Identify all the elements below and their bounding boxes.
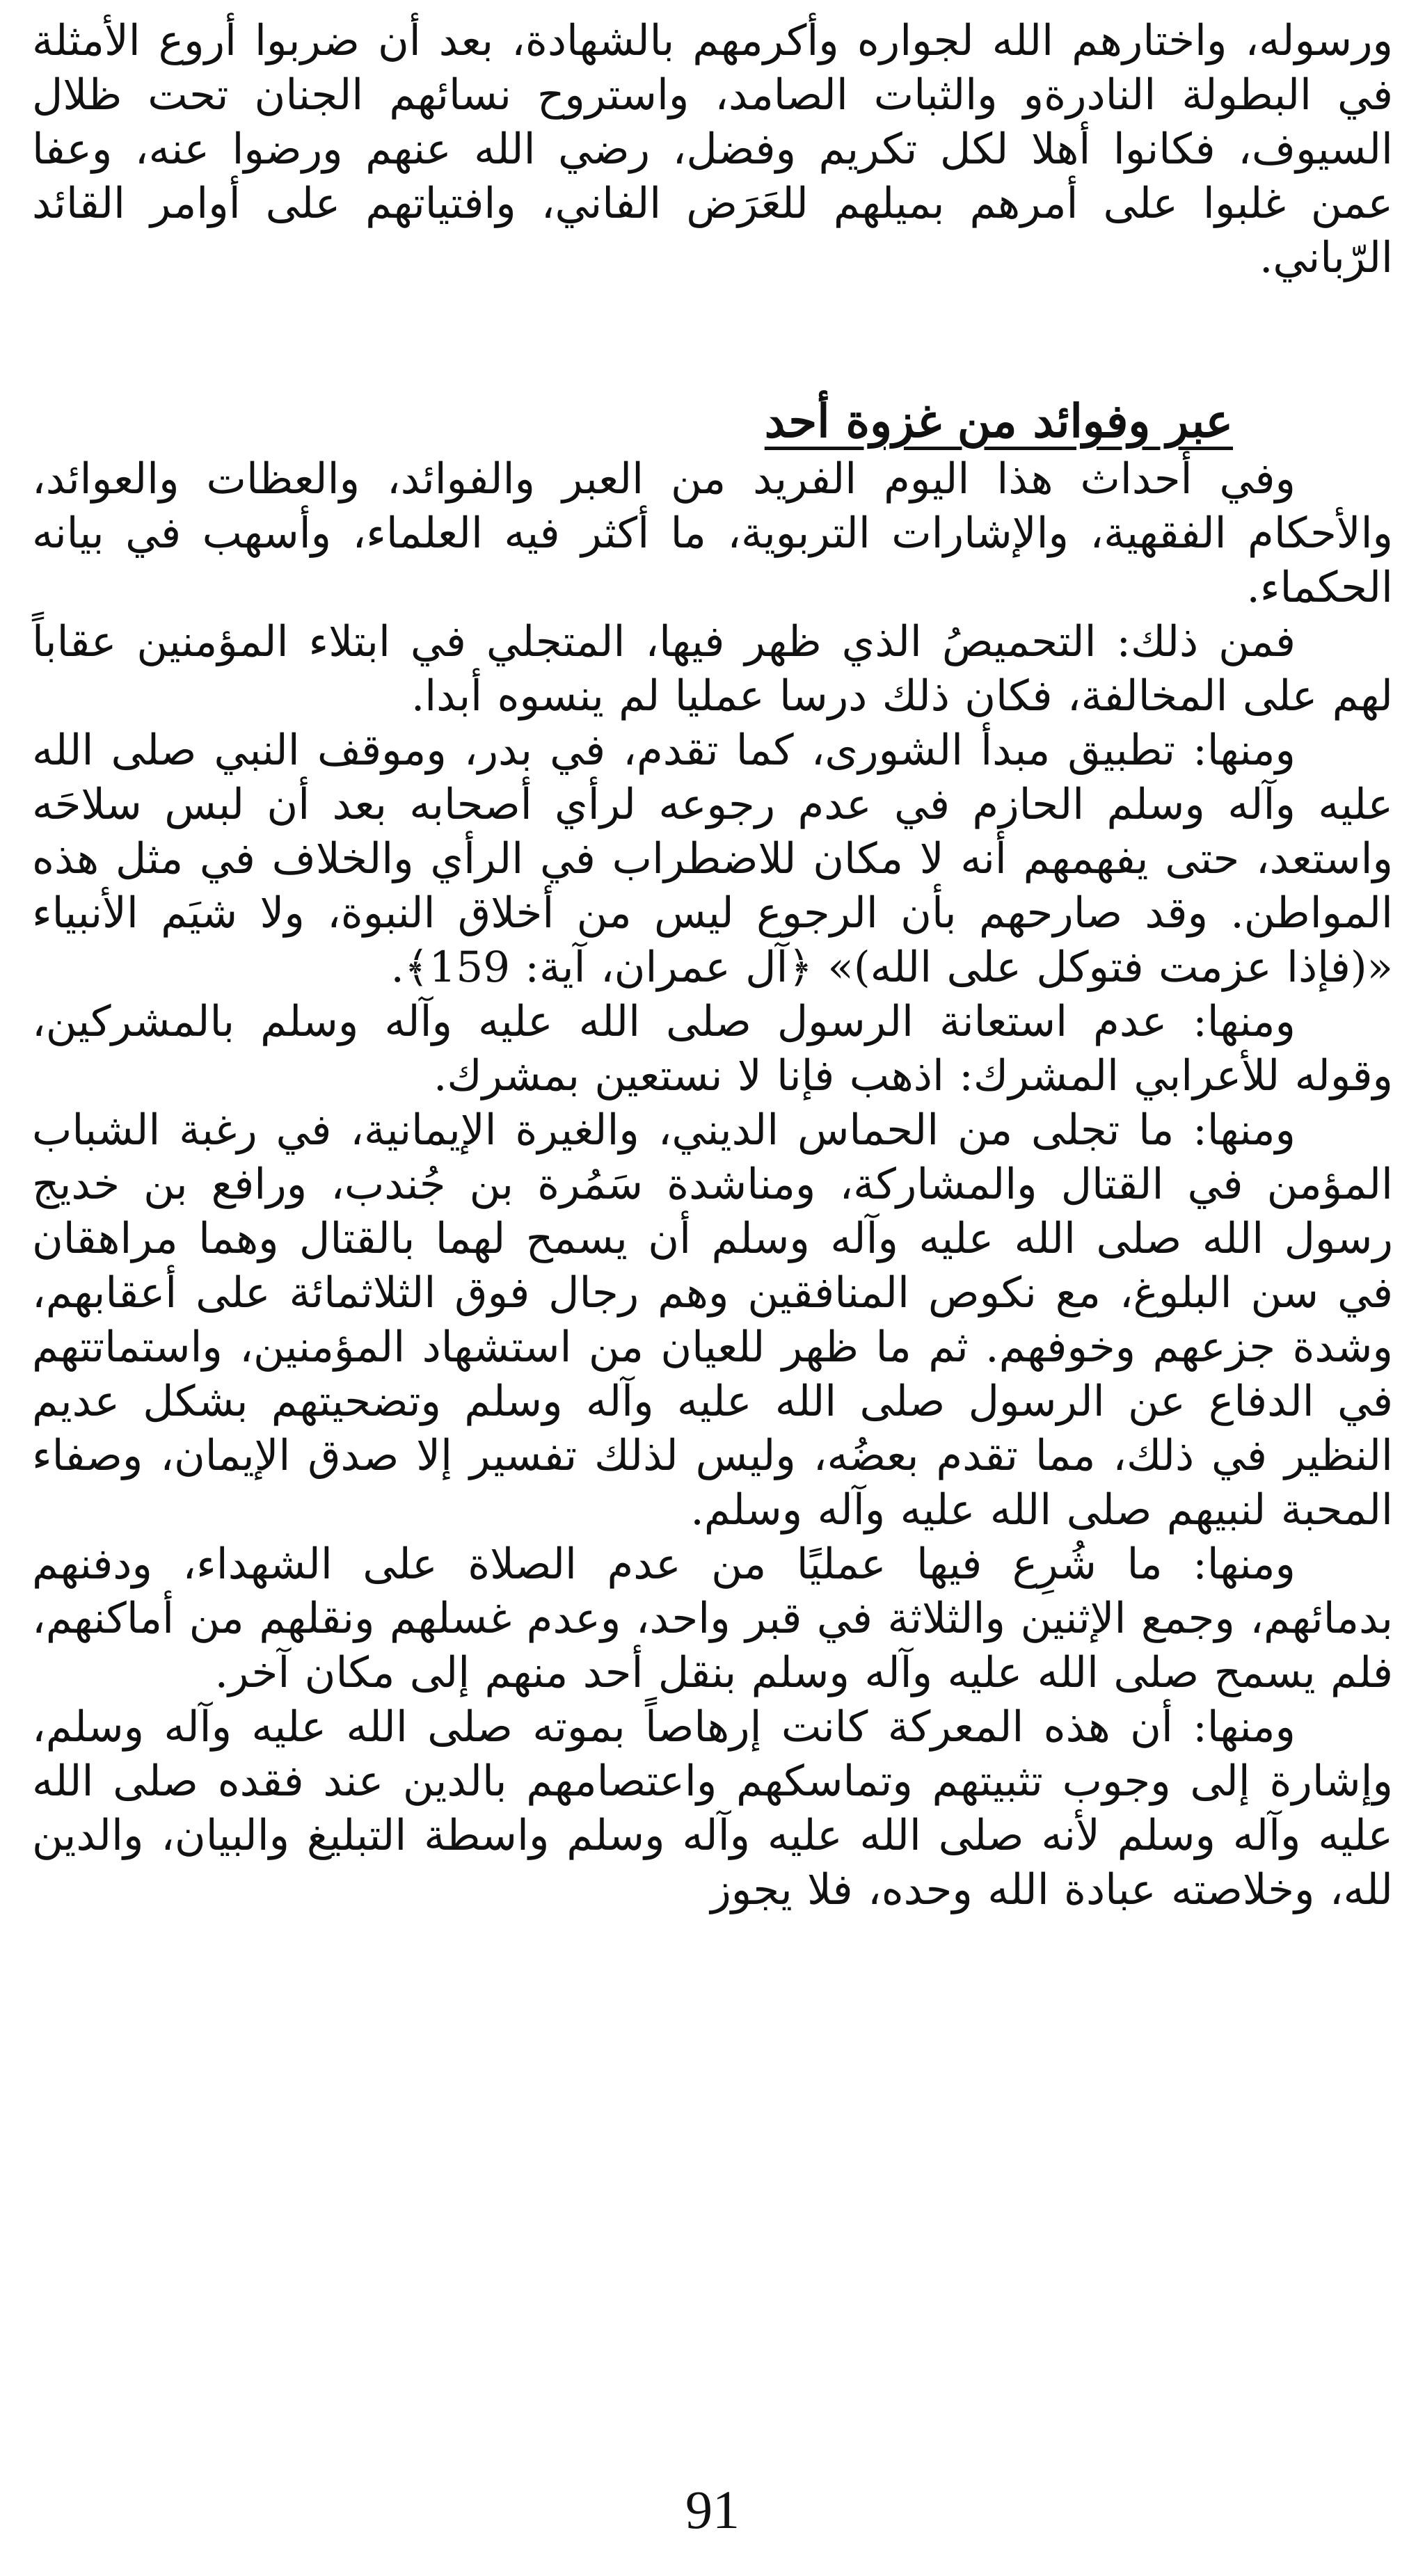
paragraph: وفي أحداث هذا اليوم الفريد من العبر والفوائد، والعظات والعوائد، والأحكام الفقهية، والإشارات التربوية، ما أكثر فيه العلماء، وأسهب في بيانه الحكماء. — [32, 454, 1393, 612]
section-heading: عبر وفوائد من غزوة أحد — [764, 394, 1233, 448]
body-text — [32, 452, 1393, 1917]
paragraph: ومنها: ما تجلى من الحماس الديني، والغيرة الإيمانية، في رغبة الشباب المؤمن في القتال والمشاركة، ومناشدة سَمُرة بن جُندب، ورافع بن خديج رسول الله صلى الله عليه وآله وسلم أن يسمح لهما بالقتال وهما مراهقان في سن البلوغ، مع نكوص المنافقين وهم رجال فوق الثلاثمائة على أعقابهم، وشدة جزعهم وخوفهم. ثم ما ظهر للعيان من استشهاد المؤمنين، واستماتتهم في الدفاع عن الرسول صلى الله عليه وآله وسلم وتضحيتهم بشكل عديم النظير في ذلك، مما تقدم بعضُه، وليس لذلك تفسير إلا صدق الإيمان، وصفاء المحبة لنبيهم صلى الله عليه وآله وسلم. — [32, 1105, 1394, 1535]
page-number: 91 — [685, 2479, 740, 2540]
paragraph: ومنها: تطبيق مبدأ الشورى، كما تقدم، في بدر، وموقف النبي صلى الله عليه وآله وسلم الحازم في عدم رجوعه لرأي أصحابه بعد أن لبس سلاحَه واستعد، حتى يفهمهم أنه لا مكان للاضطراب في الرأي والخلاف في مثل هذه المواطن. وقد صارحهم بأن الرجوع ليس من أخلاق النبوة، ولا شيَم الأنبياء «(فإذا عزمت فتوكل على الله)» ﴿آل عمران، آية: 159﴾. — [32, 726, 1393, 992]
paragraph: فمن ذلك: التحميصُ الذي ظهر فيها، المتجلي في ابتلاء المؤمنين عقاباً لهم على المخالفة، فكان ذلك درسا عمليا لم ينسوه أبدا. — [32, 617, 1393, 721]
book-page — [32, 0, 1393, 2576]
paragraph: ومنها: عدم استعانة الرسول صلى الله عليه وآله وسلم بالمشركين، وقوله للأعرابي المشرك: اذهب فإنا لا نستعين بمشرك. — [32, 997, 1393, 1101]
paragraph: ومنها: أن هذه المعركة كانت إرهاصاً بموته صلى الله عليه وآله وسلم، وإشارة إلى وجوب تثبيتهم وتماسكهم واعتصامهم بالدين عند فقده صلى الله عليه وآله وسلم لأنه صلى الله عليه وآله وسلم واسطة التبليغ والبيان، والدين لله، وخلاصته عبادة الله وحده، فلا يجوز — [32, 1702, 1393, 1914]
intro-paragraph: ورسوله، واختارهم الله لجواره وأكرمهم بالشهادة، بعد أن ضربوا أروع الأمثلة في البطولة النادرةو والثبات الصامد، واستروح نسائهم الجنان تحت ظلال السيوف، فكانوا أهلا لكل تكريم وفضل، رضي الله عنهم ورضوا عنه، وعفا عمن غلبوا على أمرهم بميلهم للعَرَض الفاني، وافتياتهم على أوامر القائد الرّباني. — [32, 16, 1393, 282]
paragraph: ومنها: ما شُرِع فيها عمليًا من عدم الصلاة على الشهداء، ودفنهم بدمائهم، وجمع الإثنين والثلاثة في قبر واحد، وعدم غسلهم ونقلهم من أماكنهم، فلم يسمح صلى الله عليه وآله وسلم بنقل أحد منهم إلى مكان آخر. — [32, 1539, 1393, 1697]
